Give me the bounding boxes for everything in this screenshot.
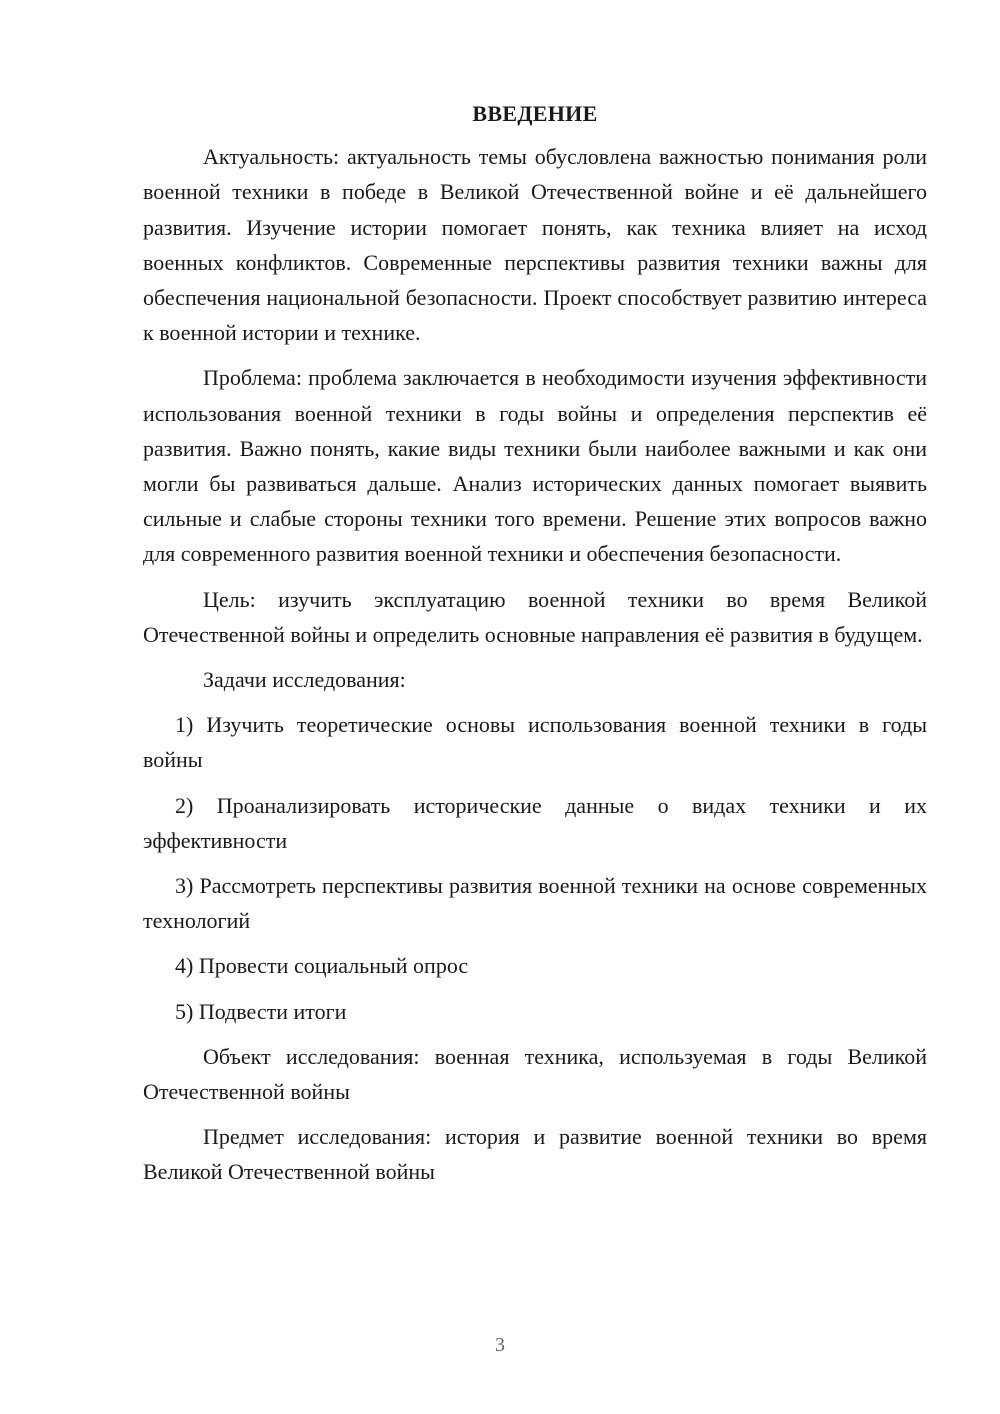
page-number: 3 xyxy=(495,1334,505,1356)
task-item-2: 2) Проанализировать исторические данные о видах техники и их эффективности xyxy=(143,792,927,853)
goal-paragraph: Цель: изучить эксплуатацию военной техники во время Великой Отечественной войны и определить основные направления её развития в будущем. xyxy=(143,586,927,647)
task-item-3: 3) Рассмотреть перспективы развития военной техники на основе современных технологий xyxy=(143,873,927,934)
page-content xyxy=(143,96,927,1200)
section-heading: ВВЕДЕНИЕ xyxy=(472,101,598,126)
tasks-title: Задачи исследования: xyxy=(203,667,406,693)
problem-paragraph: Проблема: проблема заключается в необходимости изучения эффективности использования военной техники в годы войны и определения перспектив её развития. Важно понять, какие виды техники были наиболее важными и как они могли бы развиваться дальше. Анализ исторических данных помогает выявить сильные и слабые стороны техники того времени. Решение этих вопросов важно для современного развития военной техники и обеспечения безопасности. xyxy=(143,365,927,567)
task-item-5: 5) Подвести итоги xyxy=(175,998,347,1024)
object-paragraph: Объект исследования: военная техника, используемая в годы Великой Отечественной войны xyxy=(143,1043,927,1105)
relevance-paragraph: Актуальность: актуальность темы обусловлена важностью понимания роли военной техники в победе в Великой Отечественной войне и её дальнейшего развития. Изучение истории помогает понять, как техника влияет на исход военных конфликтов. Современные перспективы развития техники важны для обеспечения национальной безопасности. Проект способствует развитию интереса к военной истории и технике. xyxy=(143,144,927,346)
task-item-4: 4) Провести социальный опрос xyxy=(175,953,469,979)
task-item-1: 1) Изучить теоретические основы использования военной техники в годы войны xyxy=(143,712,927,773)
subject-paragraph: Предмет исследования: история и развитие военной техники во время Великой Отечественной войны xyxy=(143,1124,927,1185)
